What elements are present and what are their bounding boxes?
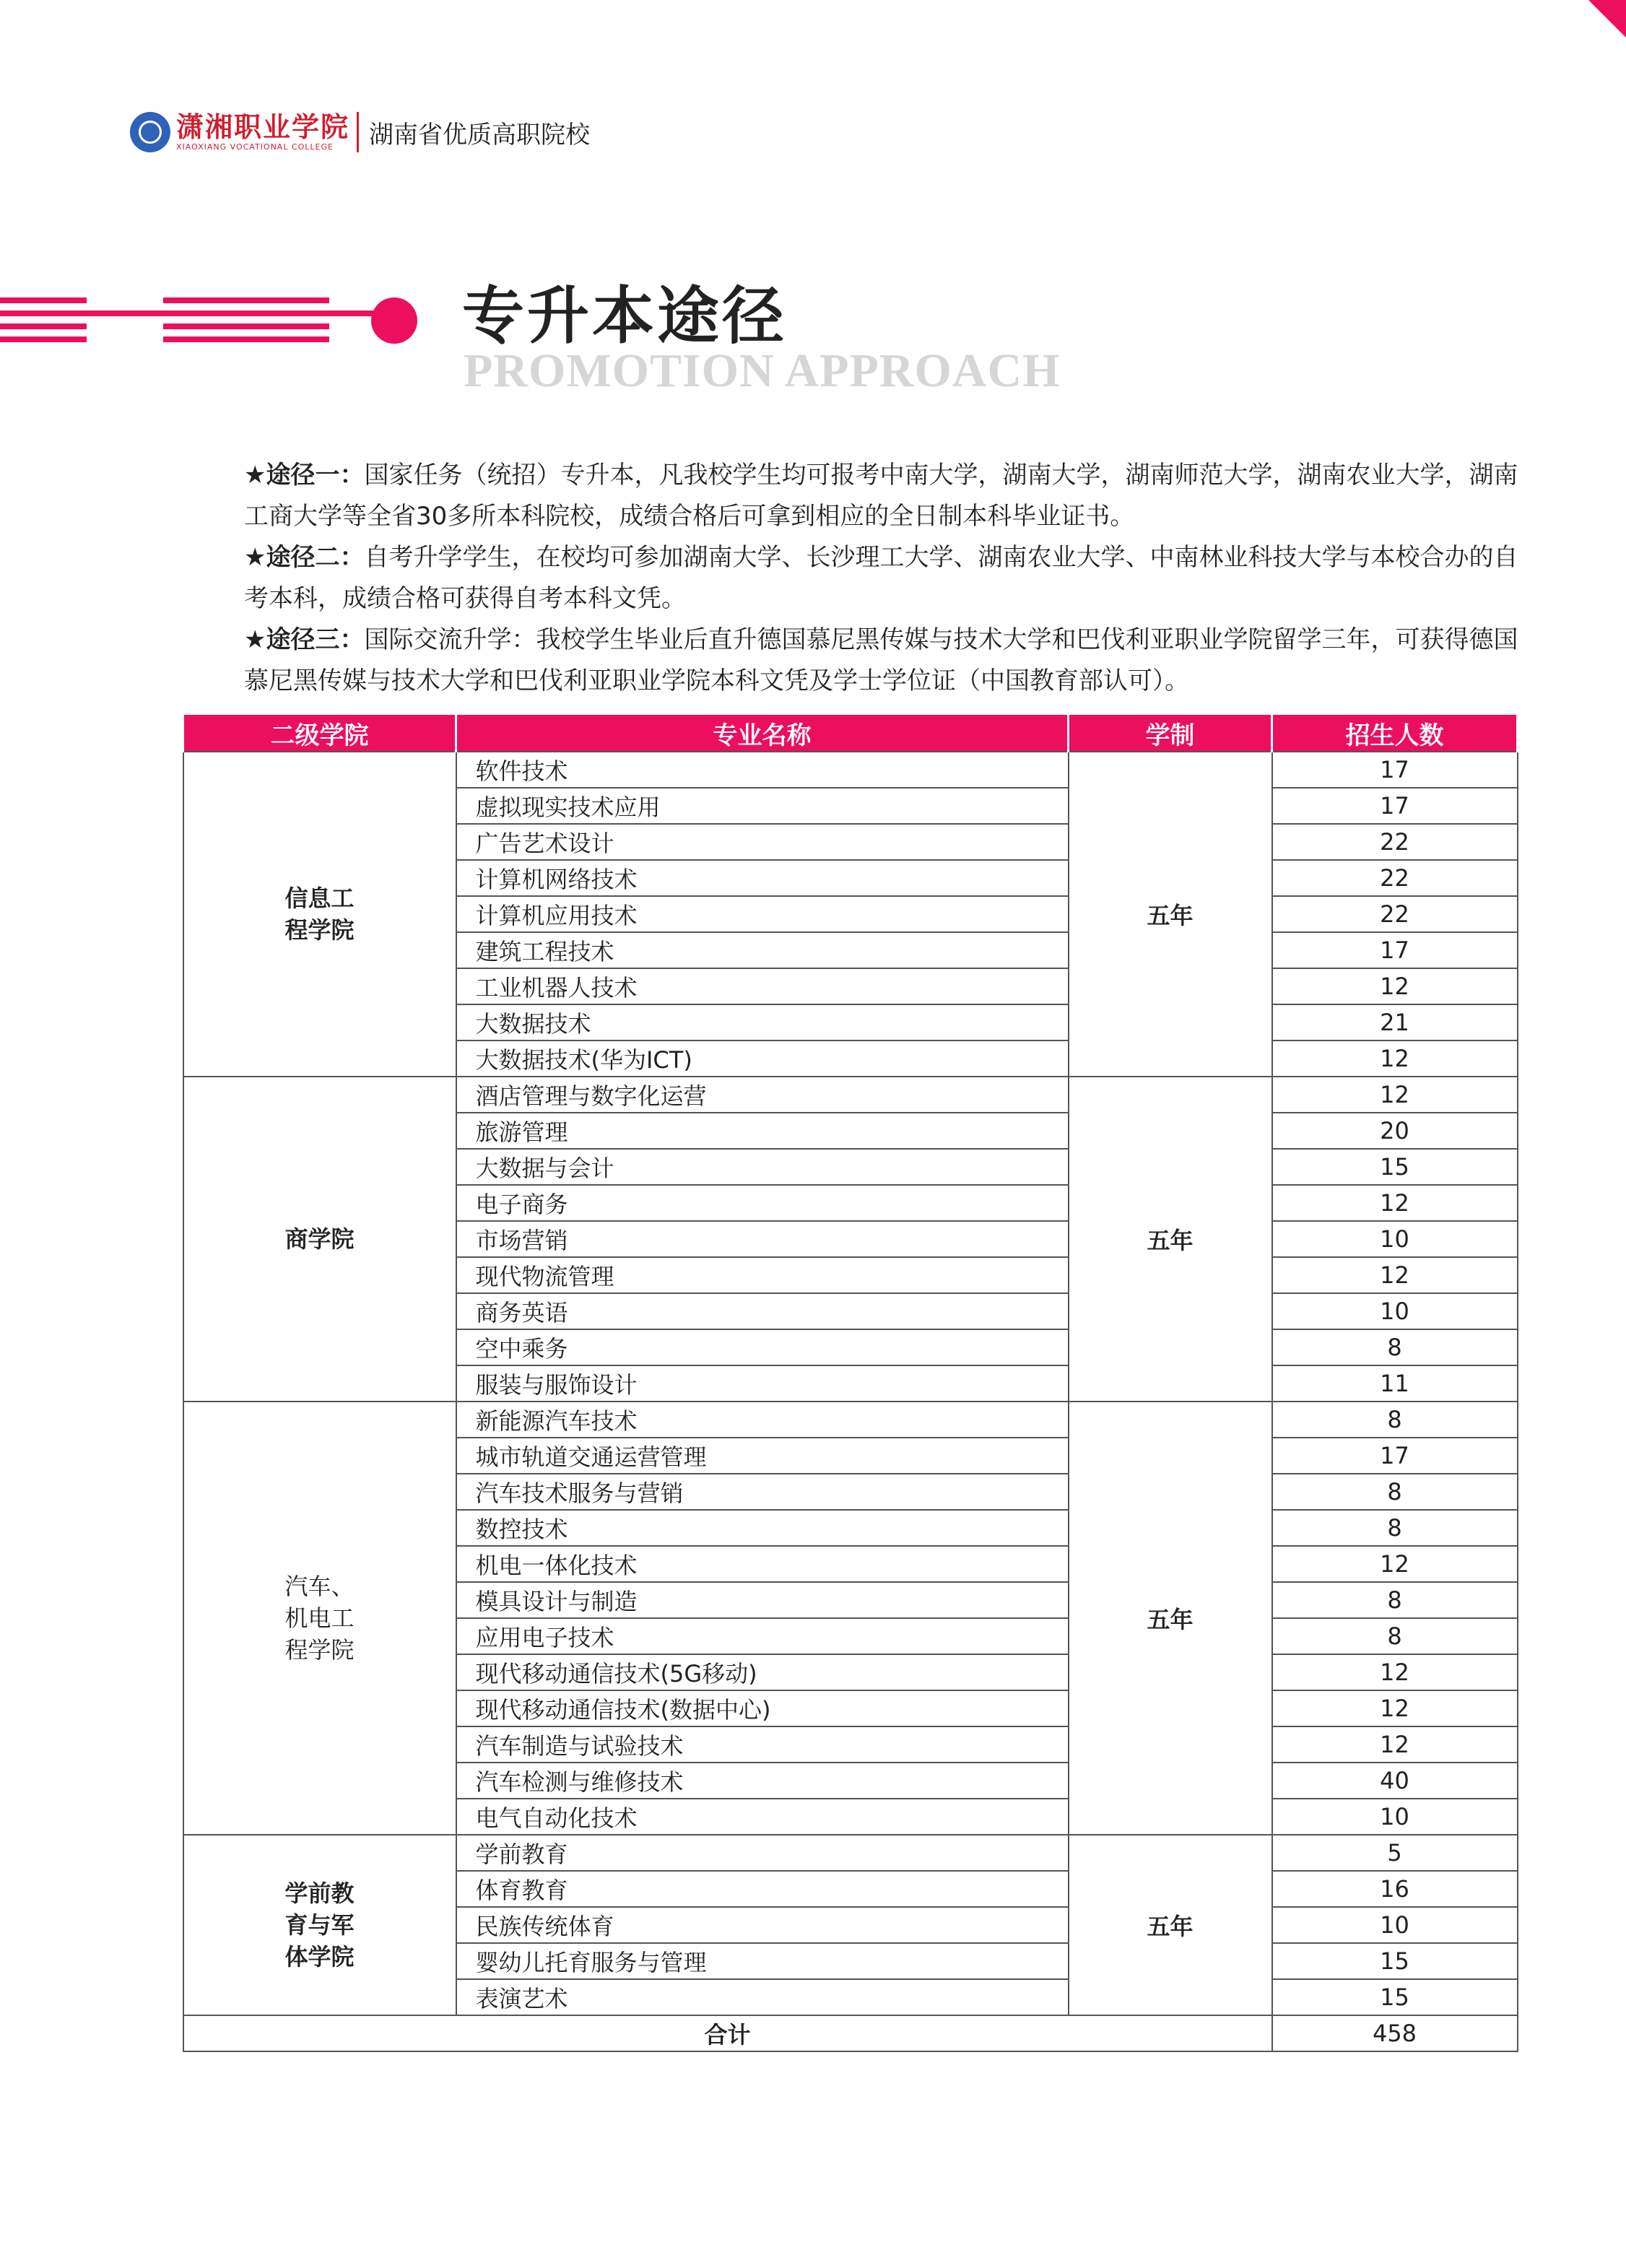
major-cell: 数控技术 [456, 1510, 1069, 1546]
logo-cn-text: 潇湘职业学院 [176, 110, 350, 143]
major-cell: 现代物流管理 [456, 1257, 1069, 1293]
intro-text-1: 国家任务（统招）专升本，凡我校学生均可报考中南大学，湖南大学，湖南师范大学，湖南农业大学，湖南工商大学等全省30多所本科院校，成绩合格后可拿到相应的全日制本科毕业证书。 [244, 461, 1518, 531]
major-cell: 广告艺术设计 [456, 824, 1069, 860]
total-row [183, 2015, 1518, 2051]
major-cell: 婴幼儿托育服务与管理 [456, 1943, 1069, 1979]
total-label: 合计 [183, 2015, 1272, 2051]
college-cell: 商学院 [183, 1077, 456, 1402]
enrollment-cell: 8 [1272, 1582, 1518, 1618]
header-years: 学制 [1069, 715, 1272, 752]
intro-label-2: ★途径二： [244, 543, 365, 572]
major-cell: 汽车技术服务与营销 [456, 1474, 1069, 1510]
major-cell: 大数据与会计 [456, 1149, 1069, 1185]
page-header [130, 108, 590, 156]
header-major: 专业名称 [456, 715, 1069, 752]
header-college: 二级学院 [183, 715, 456, 752]
enrollment-cell: 12 [1272, 1185, 1518, 1221]
enrollment-cell: 22 [1272, 824, 1518, 860]
major-cell: 工业机器人技术 [456, 968, 1069, 1004]
major-cell: 大数据技术(华为ICT) [456, 1040, 1069, 1077]
major-cell: 民族传统体育 [456, 1907, 1069, 1943]
years-cell: 五年 [1069, 1835, 1272, 2015]
college-logo [176, 112, 349, 152]
major-cell: 电气自动化技术 [456, 1799, 1069, 1835]
major-cell: 建筑工程技术 [456, 932, 1069, 968]
enrollment-cell: 22 [1272, 896, 1518, 932]
table-body [183, 752, 1518, 2051]
table-row [183, 1077, 1518, 1113]
major-cell: 服装与服饰设计 [456, 1365, 1069, 1402]
enrollment-cell: 15 [1272, 1979, 1518, 2015]
enrollment-cell: 17 [1272, 788, 1518, 824]
years-cell: 五年 [1069, 1077, 1272, 1402]
college-seal-logo [130, 112, 170, 152]
intro-paragraph-1 [183, 455, 1519, 537]
major-cell: 机电一体化技术 [456, 1546, 1069, 1582]
table-row [183, 1402, 1518, 1438]
table-row [183, 1835, 1518, 1871]
enrollment-table [182, 715, 1518, 2052]
corner-accent [1588, 0, 1626, 38]
intro-section [183, 455, 1519, 702]
major-cell: 大数据技术 [456, 1004, 1069, 1040]
major-cell: 酒店管理与数字化运营 [456, 1077, 1069, 1113]
enrollment-cell: 5 [1272, 1835, 1518, 1871]
intro-text-2: 自考升学学生，在校均可参加湖南大学、长沙理工大学、湖南农业大学、中南林业科技大学与本校合办的自考本科，成绩合格可获得自考本科文凭。 [244, 543, 1518, 613]
title-decoration-circle [371, 297, 417, 344]
enrollment-cell: 15 [1272, 1943, 1518, 1979]
major-cell: 体育教育 [456, 1871, 1069, 1907]
intro-paragraph-2 [183, 537, 1519, 620]
enrollment-cell: 8 [1272, 1474, 1518, 1510]
enrollment-cell: 15 [1272, 1149, 1518, 1185]
enrollment-cell: 12 [1272, 968, 1518, 1004]
intro-label-1: ★途径一： [244, 461, 365, 490]
major-cell: 旅游管理 [456, 1113, 1069, 1149]
intro-label-3: ★途径三： [244, 625, 365, 654]
major-cell: 现代移动通信技术(5G移动) [456, 1654, 1069, 1690]
enrollment-cell: 40 [1272, 1763, 1518, 1799]
enrollment-cell: 10 [1272, 1221, 1518, 1257]
enrollment-cell: 8 [1272, 1329, 1518, 1365]
enrollment-cell: 12 [1272, 1040, 1518, 1077]
enrollment-cell: 20 [1272, 1113, 1518, 1149]
major-cell: 市场营销 [456, 1221, 1069, 1257]
major-cell: 学前教育 [456, 1835, 1069, 1871]
major-cell: 软件技术 [456, 752, 1069, 788]
enrollment-cell: 12 [1272, 1257, 1518, 1293]
table-header-row [183, 715, 1518, 752]
enrollment-cell: 10 [1272, 1799, 1518, 1835]
enrollment-cell: 12 [1272, 1077, 1518, 1113]
years-cell: 五年 [1069, 1402, 1272, 1835]
header-tagline: 湖南省优质高职院校 [369, 120, 591, 149]
major-cell: 计算机应用技术 [456, 896, 1069, 932]
enrollment-cell: 8 [1272, 1510, 1518, 1546]
header-enrollment: 招生人数 [1272, 715, 1518, 752]
major-cell: 电子商务 [456, 1185, 1069, 1221]
enrollment-cell: 8 [1272, 1402, 1518, 1438]
enrollment-cell: 11 [1272, 1365, 1518, 1402]
enrollment-cell: 12 [1272, 1546, 1518, 1582]
major-cell: 虚拟现实技术应用 [456, 788, 1069, 824]
total-value: 458 [1272, 2015, 1518, 2051]
enrollment-cell: 10 [1272, 1907, 1518, 1943]
page-title: 专升本途径 [462, 279, 787, 352]
major-cell: 模具设计与制造 [456, 1582, 1069, 1618]
enrollment-cell: 22 [1272, 860, 1518, 896]
major-cell: 新能源汽车技术 [456, 1402, 1069, 1438]
major-cell: 空中乘务 [456, 1329, 1069, 1365]
major-cell: 计算机网络技术 [456, 860, 1069, 896]
enrollment-cell: 8 [1272, 1618, 1518, 1654]
intro-paragraph-3 [183, 620, 1519, 702]
enrollment-cell: 12 [1272, 1726, 1518, 1763]
college-cell: 学前教 育与军 体学院 [183, 1835, 456, 2015]
enrollment-cell: 17 [1272, 932, 1518, 968]
enrollment-cell: 17 [1272, 752, 1518, 788]
enrollment-cell: 17 [1272, 1438, 1518, 1474]
major-cell: 汽车检测与维修技术 [456, 1763, 1069, 1799]
major-cell: 应用电子技术 [456, 1618, 1069, 1654]
major-cell: 商务英语 [456, 1293, 1069, 1329]
years-cell: 五年 [1069, 752, 1272, 1077]
enrollment-cell: 21 [1272, 1004, 1518, 1040]
college-cell: 汽车、 机电工 程学院 [183, 1402, 456, 1835]
major-cell: 现代移动通信技术(数据中心) [456, 1690, 1069, 1726]
major-cell: 汽车制造与试验技术 [456, 1726, 1069, 1763]
major-cell: 城市轨道交通运营管理 [456, 1438, 1069, 1474]
enrollment-cell: 10 [1272, 1293, 1518, 1329]
enrollment-cell: 12 [1272, 1654, 1518, 1690]
logo-en-text: XIAOXIANG VOCATIONAL COLLEGE [176, 142, 334, 152]
college-cell: 信息工 程学院 [183, 752, 456, 1077]
header-divider [357, 112, 359, 152]
intro-text-3: 国际交流升学：我校学生毕业后直升德国慕尼黑传媒与技术大学和巴伐利亚职业学院留学三年，可获得德国慕尼黑传媒与技术大学和巴伐利亚职业学院本科文凭及学士学位证（中国教育部认可）。 [244, 625, 1518, 695]
major-cell: 表演艺术 [456, 1979, 1069, 2015]
title-decoration-stripes [0, 297, 375, 352]
enrollment-cell: 12 [1272, 1690, 1518, 1726]
page-subtitle-en: PROMOTION APPROACH [464, 344, 1061, 397]
enrollment-cell: 16 [1272, 1871, 1518, 1907]
table-row [183, 752, 1518, 788]
